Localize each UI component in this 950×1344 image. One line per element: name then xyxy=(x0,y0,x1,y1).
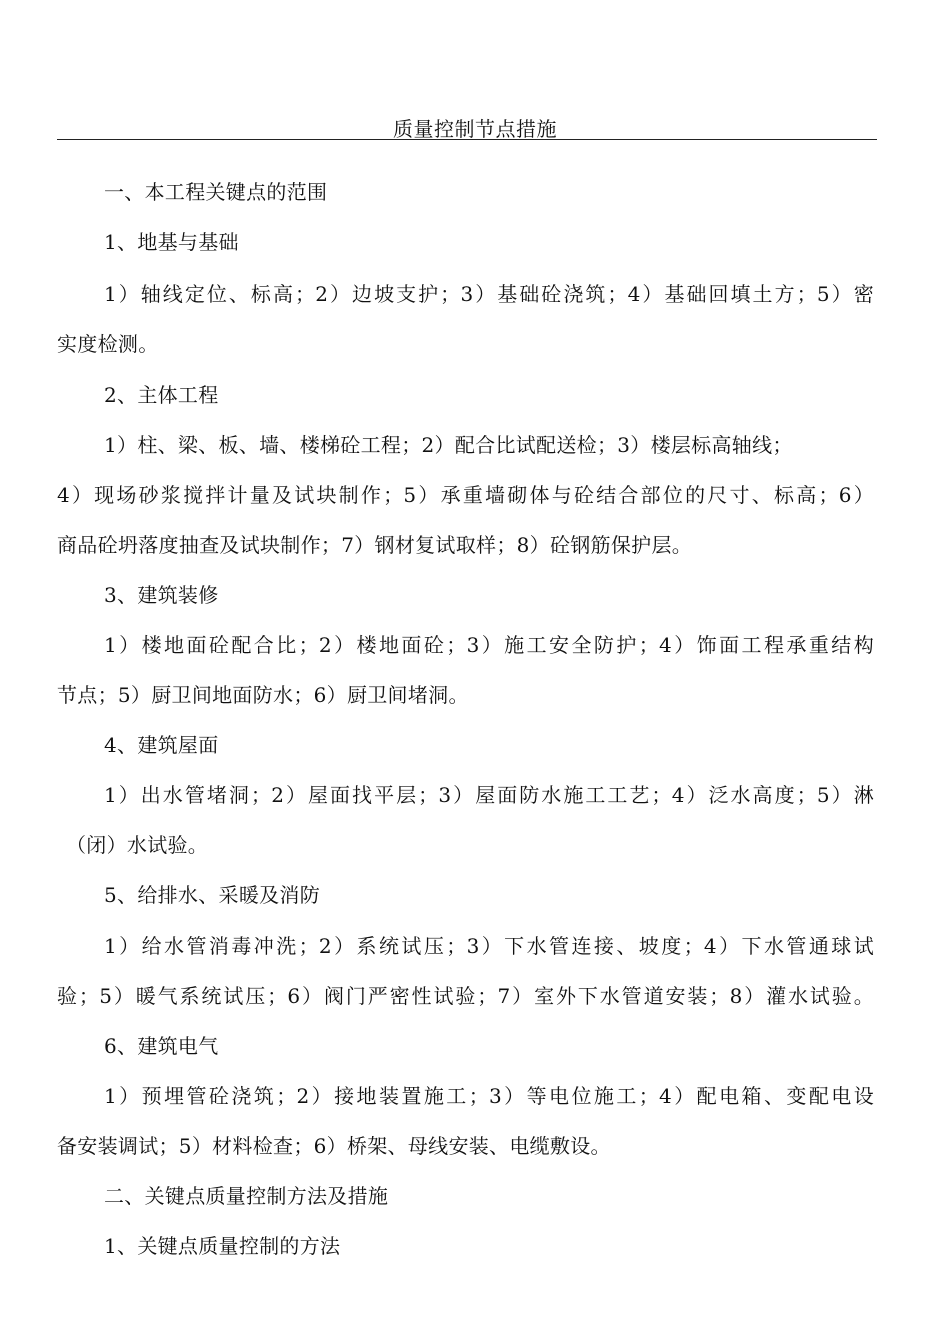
paragraph-line: 1）预埋管砼浇筑；2）接地装置施工；3）等电位施工；4）配电箱、变配电设 xyxy=(104,1084,874,1108)
paragraph-line: 1）出水管堵洞；2）屋面找平层；3）屋面防水施工工艺；4）泛水高度；5）淋 xyxy=(104,783,874,807)
subsection-heading-electrical: 6、建筑电气 xyxy=(104,1034,219,1058)
paragraph-line: 4）现场砂浆搅拌计量及试块制作；5）承重墙砌体与砼结合部位的尺寸、标高；6） xyxy=(57,483,874,507)
paragraph-line: 1）轴线定位、标高；2）边坡支护；3）基础砼浇筑；4）基础回填土方；5）密 xyxy=(104,282,874,306)
subsection-heading-roofing: 4、建筑屋面 xyxy=(104,733,219,757)
paragraph-line: （闭）水试验。 xyxy=(66,833,209,857)
paragraph-line: 1）楼地面砼配合比；2）楼地面砼；3）施工安全防护；4）饰面工程承重结构 xyxy=(104,633,874,657)
subsection-heading-decoration: 3、建筑装修 xyxy=(104,583,219,607)
paragraph-line: 验；5）暖气系统试压；6）阀门严密性试验；7）室外下水管道安装；8）灌水试验。 xyxy=(57,984,874,1008)
subsection-heading-foundation: 1、地基与基础 xyxy=(104,230,239,254)
paragraph-line: 备安装调试；5）材料检查；6）桥架、母线安装、电缆敷设。 xyxy=(57,1134,611,1158)
paragraph-line: 1）柱、梁、板、墙、楼梯砼工程；2）配合比试配送检；3）楼层标高轴线； xyxy=(104,433,793,457)
title-underline xyxy=(57,139,877,140)
paragraph-line: 1）给水管消毒冲洗；2）系统试压；3）下水管连接、坡度；4）下水管通球试 xyxy=(104,934,874,958)
subsection-heading-plumbing: 5、给排水、采暖及消防 xyxy=(104,883,321,907)
section-heading-1: 一、本工程关键点的范围 xyxy=(104,180,328,204)
subsection-heading-main-structure: 2、主体工程 xyxy=(104,383,219,407)
subsection-heading-control-methods: 1、关键点质量控制的方法 xyxy=(104,1234,341,1258)
section-heading-2: 二、关键点质量控制方法及措施 xyxy=(104,1184,389,1208)
paragraph-line: 节点；5）厨卫间地面防水；6）厨卫间堵洞。 xyxy=(57,683,469,707)
paragraph-line: 商品砼坍落度抽查及试块制作；7）钢材复试取样；8）砼钢筋保护层。 xyxy=(57,533,693,557)
document-title: 质量控制节点措施 xyxy=(393,117,557,141)
paragraph-line: 实度检测。 xyxy=(57,332,159,356)
